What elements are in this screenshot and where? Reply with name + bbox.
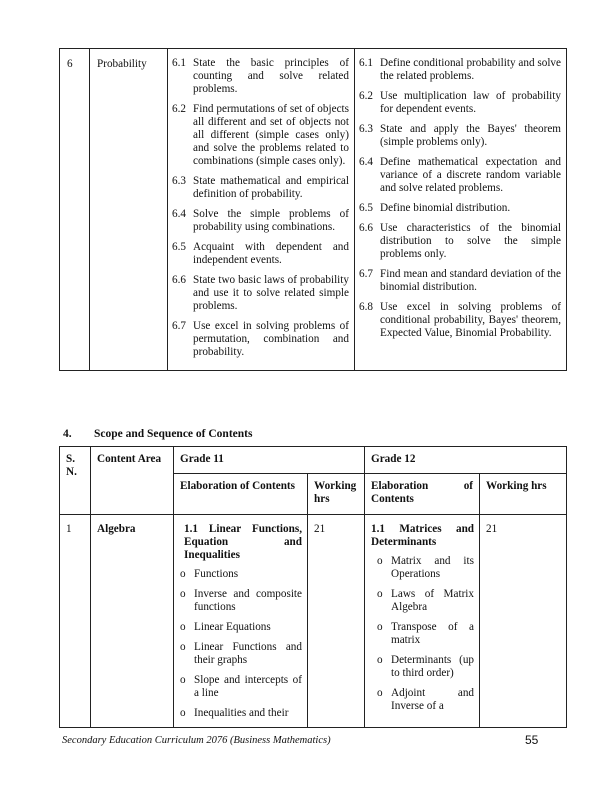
table-row: [60, 49, 567, 371]
objective-text: Use characteristics of the binomial distribution to solve the simple problems only.: [380, 222, 561, 260]
objective-number: 6.5: [359, 202, 373, 214]
objective-item: [359, 90, 561, 116]
objective-number: 6.3: [359, 123, 373, 135]
bullet-icon: o: [377, 555, 383, 567]
objective-text: Define mathematical expectation and variance of a discrete random variable and solve related problems.: [380, 156, 561, 194]
list-item-text: Inequalities and their: [194, 707, 289, 719]
objective-number: 6.7: [359, 268, 373, 280]
objective-item: [172, 175, 349, 201]
list-item-text: Linear Functions and their graphs: [194, 641, 302, 666]
objective-item: [359, 57, 561, 83]
bullet-icon: o: [180, 674, 186, 686]
objective-item: [359, 222, 561, 261]
objective-number: 6.6: [172, 274, 186, 286]
grade12-working-hrs: 21: [480, 515, 567, 728]
bullet-icon: o: [180, 641, 186, 653]
content-area-header: Content Area: [91, 447, 174, 515]
bullet-icon: o: [180, 588, 186, 600]
objective-item: [172, 103, 349, 168]
grade12-elaboration-cell: [365, 515, 480, 728]
objective-number: 6.3: [172, 175, 186, 187]
grade11-topic-list: [180, 568, 302, 720]
grade12-topic-title: 1.1 Matrices and Determinants: [371, 523, 475, 548]
grade11-elaboration-cell: [174, 515, 308, 728]
list-item-text: Transpose of a matrix: [391, 621, 475, 646]
list-item: [377, 687, 474, 713]
objective-text: State two basic laws of probability and use it to solve related simple problems.: [193, 274, 349, 312]
grade12-topic-list: [371, 555, 474, 713]
grade11-elaboration-header: Elaboration of Contents: [174, 474, 308, 515]
grade12-objectives-list: [359, 57, 561, 340]
objective-text: Find mean and standard deviation of the binomial distribution.: [380, 268, 561, 293]
grade11-working-hrs-header: Working hrs: [308, 474, 365, 515]
grade12-header: Grade 12: [365, 447, 567, 474]
row-content-area: Algebra: [91, 515, 174, 728]
objective-number: 6.4: [359, 156, 373, 168]
objective-item: [172, 208, 349, 234]
row-serial-number: 1: [60, 515, 91, 728]
section-heading: [63, 428, 252, 441]
objective-item: [359, 202, 561, 215]
grade11-topic-title: 1.1 Linear Functions, Equation and Inequalities: [184, 523, 302, 561]
objective-text: State mathematical and empirical definition of probability.: [193, 175, 349, 200]
list-item: [180, 621, 302, 634]
objective-text: Solve the simple problems of probability using combinations.: [193, 208, 349, 233]
objective-text: Use excel in solving problems of conditional probability, Bayes' theorem, Expected Value, Binomial Probability.: [380, 301, 561, 339]
objective-item: [172, 241, 349, 267]
list-item-text: Laws of Matrix Algebra: [391, 588, 475, 613]
objective-text: State and apply the Bayes' theorem (simple problems only).: [380, 123, 561, 148]
bullet-icon: o: [180, 621, 186, 633]
objective-item: [172, 274, 349, 313]
objective-item: [172, 320, 349, 359]
grade11-working-hrs: 21: [308, 515, 365, 728]
footer-title: Secondary Education Curriculum 2076 (Business Mathematics): [62, 735, 331, 746]
grade11-objectives-list: [172, 57, 349, 359]
list-item-text: Adjoint and Inverse of a: [391, 687, 475, 712]
list-item-text: Matrix and its Operations: [391, 555, 475, 580]
section-number: 4.: [63, 428, 72, 440]
objective-item: [359, 301, 561, 340]
objective-number: 6.1: [359, 57, 373, 69]
list-item: [180, 588, 302, 614]
objective-text: Acquaint with dependent and independent events.: [193, 241, 349, 266]
page-number: 55: [525, 733, 539, 747]
objective-item: [359, 123, 561, 149]
list-item: [377, 654, 474, 680]
bullet-icon: o: [377, 654, 383, 666]
header-row: [60, 447, 567, 474]
objective-number: 6.8: [359, 301, 373, 313]
objective-text: Find permutations of set of objects all different and set of objects not all different (simple cases only) and solve the problems related to combinations (simple cases only).: [193, 103, 349, 167]
list-item-text: Slope and intercepts of a line: [194, 674, 302, 699]
list-item: [180, 568, 302, 581]
sn-header: S. N.: [60, 447, 91, 515]
objective-number: 6.7: [172, 320, 186, 332]
list-item-text: Linear Equations: [194, 621, 271, 633]
objective-number: 6.2: [359, 90, 373, 102]
objective-number: 6.4: [172, 208, 186, 220]
table-row: [60, 515, 567, 728]
grade12-objectives-cell: [355, 49, 567, 371]
section-title: Scope and Sequence of Contents: [94, 428, 253, 440]
bullet-icon: o: [377, 588, 383, 600]
objective-number: 6.1: [172, 57, 186, 69]
grade11-objectives-cell: [168, 49, 355, 371]
objective-text: Define conditional probability and solve the related problems.: [380, 57, 561, 82]
objective-text: Use excel in solving problems of permutation, combination and probability.: [193, 320, 349, 358]
bullet-icon: o: [180, 568, 186, 580]
objective-item: [172, 57, 349, 96]
objective-item: [359, 268, 561, 294]
objective-text: State the basic principles of counting and solve related problems.: [193, 57, 349, 95]
objective-number: 6.6: [359, 222, 373, 234]
scope-sequence-table: [59, 446, 567, 728]
list-item: [377, 621, 474, 647]
list-item: [180, 707, 302, 720]
list-item-text: Determinants (up to third order): [391, 654, 475, 679]
list-item: [180, 641, 302, 667]
bullet-icon: o: [180, 707, 186, 719]
list-item: [180, 674, 302, 700]
grade11-header: Grade 11: [174, 447, 365, 474]
probability-objectives-table: [59, 48, 567, 371]
list-item: [377, 588, 474, 614]
serial-number-cell: 6: [60, 49, 90, 371]
bullet-icon: o: [377, 621, 383, 633]
objective-item: [359, 156, 561, 195]
content-area-cell: Probability: [90, 49, 168, 371]
objective-number: 6.5: [172, 241, 186, 253]
list-item-text: Inverse and composite functions: [194, 588, 302, 613]
objective-text: Use multiplication law of probability for dependent events.: [380, 90, 561, 115]
objective-text: Define binomial distribution.: [380, 202, 511, 214]
objective-number: 6.2: [172, 103, 186, 115]
list-item-text: Functions: [194, 568, 239, 580]
grade12-working-hrs-header: Working hrs: [480, 474, 567, 515]
bullet-icon: o: [377, 687, 383, 699]
grade12-elaboration-header: Elaboration of Contents: [365, 474, 480, 515]
list-item: [377, 555, 474, 581]
